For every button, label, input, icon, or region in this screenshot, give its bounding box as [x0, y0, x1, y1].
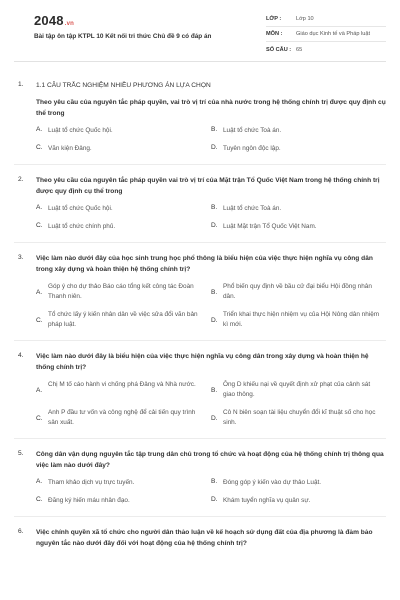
options	[36, 380, 386, 436]
document-header	[14, 0, 386, 62]
option-d[interactable]	[211, 310, 386, 330]
option-text: Tuyên ngôn độc lập.	[223, 145, 281, 152]
option-letter: B.	[211, 386, 218, 394]
document-title: Bài tập ôn tập KTPL 10 Kết nối tri thức Chủ đề 9 có đáp án	[34, 33, 212, 40]
meta-value: 65	[296, 46, 303, 53]
option-b[interactable]	[211, 478, 386, 488]
option-letter: A.	[36, 386, 43, 394]
question-number: 4.	[18, 352, 24, 359]
option-letter: C.	[36, 222, 43, 229]
question-text: Công dân vận dụng nguyên tắc tập trung dân chủ trong tổ chức và hoạt động của hệ thống chính trị thông qua việc làm nào dưới đây?	[36, 451, 384, 469]
site-logo[interactable]	[34, 13, 74, 28]
option-d[interactable]	[211, 496, 386, 506]
option-text: Chị M tố cáo hành vi chống phá Đảng và Nhà nước.	[48, 381, 196, 388]
option-letter: A.	[36, 288, 43, 296]
option-letter: D.	[211, 144, 218, 151]
meta-row-subject	[266, 27, 386, 42]
option-letter: C.	[36, 414, 43, 422]
option-a[interactable]	[36, 282, 211, 302]
option-c[interactable]	[36, 310, 211, 330]
divider	[14, 164, 386, 165]
question-5	[14, 449, 386, 514]
question-2	[14, 175, 386, 240]
option-b[interactable]	[211, 380, 386, 400]
option-text: Khám tuyển nghĩa vụ quân sự.	[223, 497, 311, 504]
option-text: Luật Mặt trận Tổ Quốc Việt Nam.	[223, 223, 317, 230]
meta-value: Giáo dục Kinh tế và Pháp luật	[296, 31, 371, 37]
options	[36, 478, 386, 514]
option-d[interactable]	[211, 222, 386, 232]
divider	[14, 242, 386, 243]
option-letter: A.	[36, 204, 43, 211]
option-letter: B.	[211, 478, 218, 485]
question-4	[14, 351, 386, 436]
divider	[14, 340, 386, 341]
option-letter: B.	[211, 288, 218, 296]
option-b[interactable]	[211, 126, 386, 136]
question-number: 3.	[18, 254, 24, 261]
options	[36, 282, 386, 338]
option-text: Đóng góp ý kiến vào dự thảo Luật.	[223, 479, 322, 486]
question-text: Theo yêu cầu của nguyên tắc pháp quyền vai trò vị trí của Mặt trận Tổ Quốc Việt Nam trong hệ thống chính trị được quy định cụ thể trong	[36, 177, 380, 195]
option-text: Góp ý cho dự thảo Báo cáo tổng kết công tác Đoàn Thanh niên.	[48, 283, 194, 300]
option-letter: D.	[211, 496, 218, 503]
option-letter: B.	[211, 204, 218, 211]
meta-key: LỚP :	[266, 16, 282, 22]
option-a[interactable]	[36, 204, 211, 214]
question-6	[14, 527, 386, 549]
divider	[14, 438, 386, 439]
option-text: Luật tổ chức Toà án.	[223, 205, 282, 212]
option-text: Ông D khiếu nại về quyết định xử phạt của cảnh sát giao thông.	[223, 381, 371, 398]
question-text: Việc làm nào dưới đây của học sinh trung học phổ thông là biểu hiện của việc thực hiện nghĩa vụ công dân trong xây dựng và hoàn thiện hệ thống chính trị?	[36, 255, 373, 273]
question-number: 1.	[18, 81, 24, 88]
question-number: 5.	[18, 450, 24, 457]
options	[36, 126, 386, 162]
option-d[interactable]	[211, 144, 386, 154]
option-b[interactable]	[211, 282, 386, 302]
meta-key: SỐ CÂU :	[266, 46, 292, 53]
option-c[interactable]	[36, 222, 211, 232]
option-letter: A.	[36, 478, 43, 485]
logo-suffix: .vn	[64, 21, 75, 27]
option-text: Tổ chức lấy ý kiến nhân dân về việc sửa đổi văn bản pháp luật.	[48, 311, 198, 328]
option-text: Đăng ký hiến máu nhân đạo.	[48, 497, 130, 504]
option-letter: C.	[36, 316, 43, 324]
option-b[interactable]	[211, 204, 386, 214]
meta-table	[266, 12, 386, 57]
meta-key: MÔN :	[266, 31, 283, 37]
option-text: Tham khảo dịch vụ trực tuyến.	[48, 479, 135, 486]
option-text: Anh P đầu tư vốn và công nghệ để cải tiến quy trình sản xuất.	[48, 409, 196, 426]
option-text: Luật tổ chức Quốc hội.	[48, 127, 113, 134]
option-letter: D.	[211, 222, 218, 229]
option-a[interactable]	[36, 380, 211, 400]
option-a[interactable]	[36, 478, 211, 488]
option-text: Cô N biên soạn tài liệu chuyển đổi kĩ thuật số cho học sinh.	[223, 409, 376, 426]
option-letter: D.	[211, 316, 218, 324]
option-text: Triển khai thực hiện nhiệm vụ của Hội Nông dân nhiệm kì mới.	[223, 311, 380, 328]
question-3	[14, 253, 386, 338]
question-1	[14, 80, 386, 162]
options	[36, 204, 386, 240]
option-text: Luật tổ chức Quốc hội.	[48, 205, 113, 212]
option-c[interactable]	[36, 408, 211, 428]
option-letter: A.	[36, 126, 43, 133]
option-a[interactable]	[36, 126, 211, 136]
question-text: Việc chính quyền xã tổ chức cho người dân thảo luận về kế hoạch sử dụng đất của địa phương là đảm bảo nguyên tắc nào dưới đây đối với hoạt động của hệ thống chính trị?	[36, 529, 373, 547]
meta-row-count	[266, 42, 386, 57]
option-letter: D.	[211, 414, 218, 422]
question-number: 6.	[18, 528, 24, 535]
meta-row-class	[266, 12, 386, 27]
option-letter: C.	[36, 496, 43, 503]
question-text: Theo yêu cầu của nguyên tắc pháp quyền, vai trò vị trí của nhà nước trong hệ thống chính trị được quy định cụ thể trong	[36, 99, 386, 117]
option-text: Văn kiện Đảng.	[48, 145, 92, 152]
section-title: 1.1 CÂU TRẮC NGHIỆM NHIỀU PHƯƠNG ÁN LỰA CHỌN	[36, 82, 211, 89]
option-text: Phổ biến quy định về bầu cử đại biểu Hội đồng nhân dân.	[223, 283, 372, 300]
divider	[14, 516, 386, 517]
option-text: Luật tổ chức Toà án.	[223, 127, 282, 134]
option-c[interactable]	[36, 144, 211, 154]
option-letter: B.	[211, 126, 218, 133]
option-letter: C.	[36, 144, 43, 151]
option-text: Luật tổ chức chính phủ.	[48, 223, 116, 230]
logo-main: 2048	[34, 13, 64, 28]
question-number: 2.	[18, 176, 24, 183]
meta-value: Lớp 10	[296, 16, 314, 22]
option-c[interactable]	[36, 496, 211, 506]
question-text: Việc làm nào dưới đây là biểu hiện của việc thực hiện nghĩa vụ công dân trong xây dựng và hoàn thiện hệ thống chính trị?	[36, 353, 369, 371]
option-d[interactable]	[211, 408, 386, 428]
